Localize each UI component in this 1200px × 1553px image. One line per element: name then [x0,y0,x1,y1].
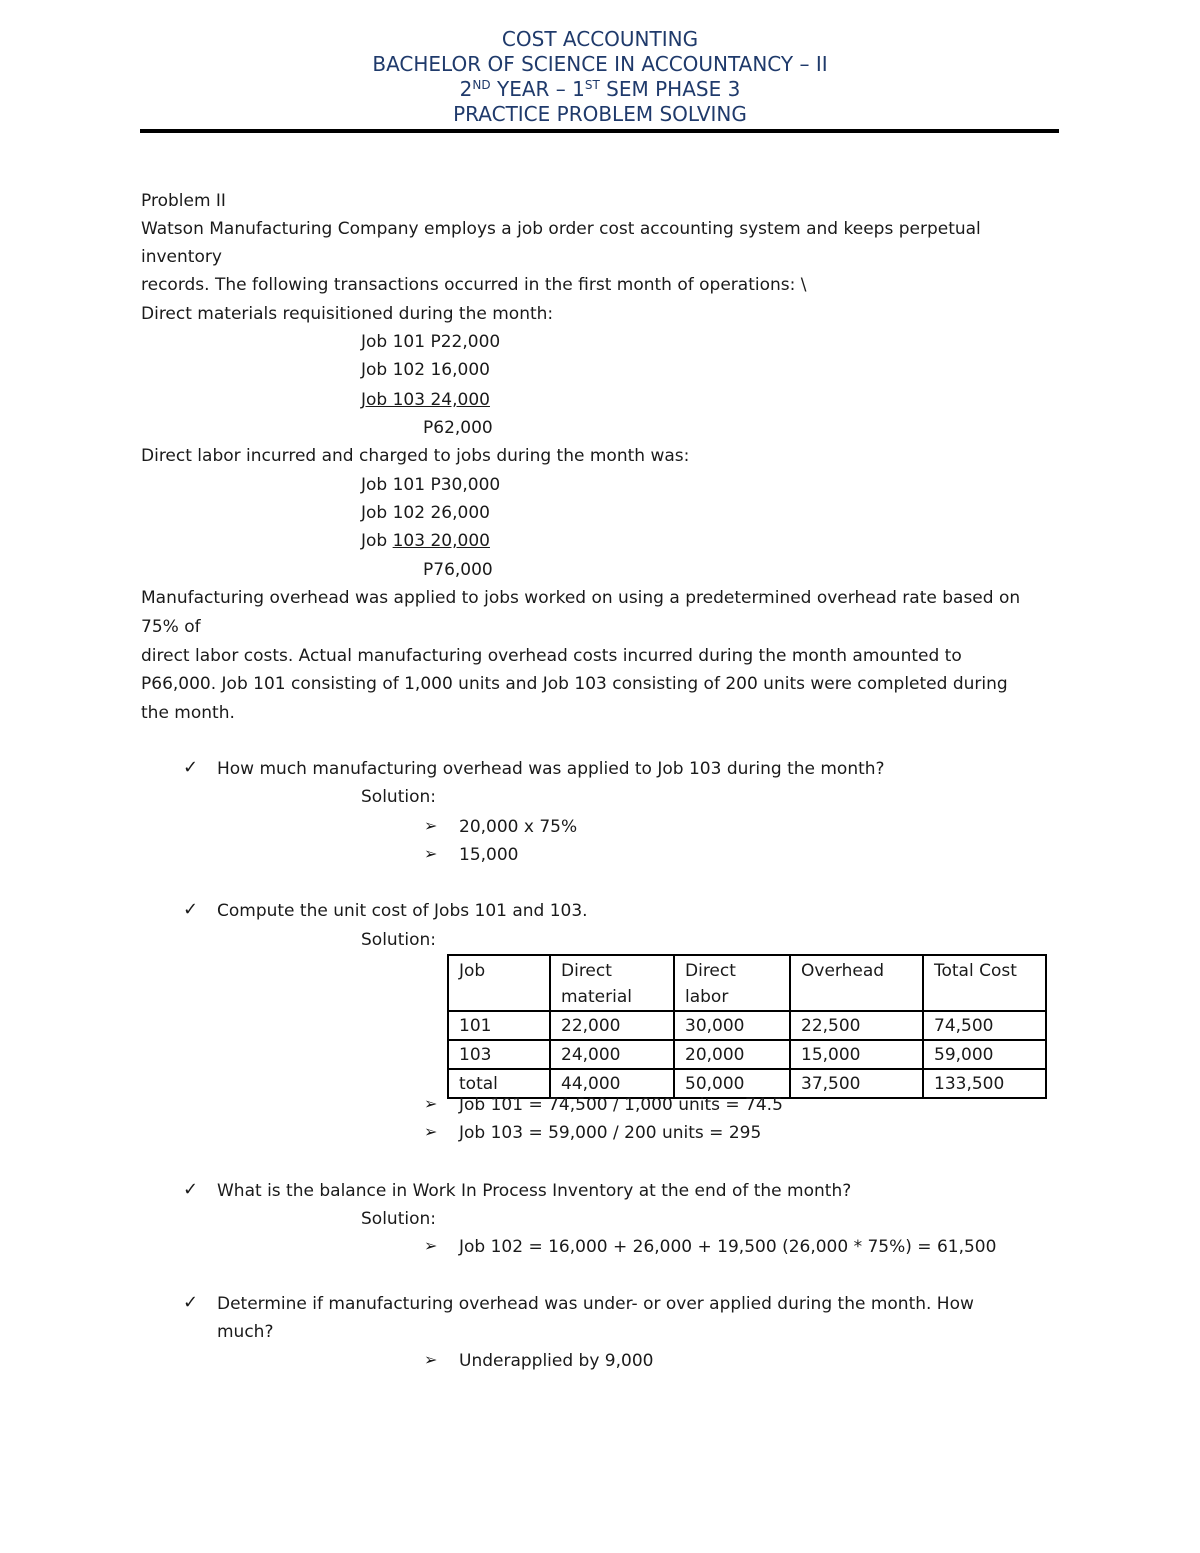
solution-label: Solution: [361,787,436,807]
answer-line: 15,000 [459,845,519,865]
check-icon: ✓ [183,899,199,920]
overhead-line-3: direct labor costs. Actual manufacturing overhead costs incurred during the month amounted to [141,646,962,666]
dl-total: P76,000 [423,560,493,580]
solution-label: Solution: [361,1209,436,1229]
question-4-line-2: much? [217,1322,274,1342]
overhead-line-1: Manufacturing overhead was applied to jobs worked on using a predetermined overhead rate based on [141,588,1021,608]
direct-labor-label: Direct labor incurred and charged to jobs during the month was: [141,446,690,466]
dl-line: Job 103 20,000 [361,531,490,551]
question-2: Compute the unit cost of Jobs 101 and 103. [217,901,588,921]
table-cell: total [448,1069,550,1098]
table-cell: 50,000 [674,1069,790,1098]
arrow-bullet-icon: ➢ [424,844,438,863]
answer-line: Job 101 = 74,500 / 1,000 units = 74.5 [459,1095,783,1115]
intro-line-3: records. The following transactions occurred in the first month of operations: \ [141,275,807,295]
header-total-cost: Total Cost [923,955,1046,1011]
table-row [448,1040,1046,1069]
header-direct-material: Direct material [550,955,674,1011]
dm-total: P62,000 [423,418,493,438]
table-cell: 103 [448,1040,550,1069]
arrow-bullet-icon: ➢ [424,1094,438,1113]
solution-label: Solution: [361,930,436,950]
dl-line: Job 102 26,000 [361,503,490,523]
table-cell: 37,500 [790,1069,923,1098]
table-cell: 15,000 [790,1040,923,1069]
arrow-bullet-icon: ➢ [424,816,438,835]
question-1: How much manufacturing overhead was applied to Job 103 during the month? [217,759,885,779]
table-cell: 59,000 [923,1040,1046,1069]
intro-line-2: inventory [141,247,222,267]
question-3: What is the balance in Work In Process Inventory at the end of the month? [217,1181,852,1201]
table-cell: 20,000 [674,1040,790,1069]
table-header-row [448,955,1046,1011]
arrow-bullet-icon: ➢ [424,1122,438,1141]
answer-line: 20,000 x 75% [459,817,578,837]
answer-line: Job 102 = 16,000 + 26,000 + 19,500 (26,000 * 75%) = 61,500 [459,1237,997,1257]
document-title: PRACTICE PROBLEM SOLVING [453,102,747,126]
course-title: COST ACCOUNTING [501,27,699,51]
table-cell: 101 [448,1011,550,1040]
header-divider [140,129,1059,133]
question-4-line-1: Determine if manufacturing overhead was under- or over applied during the month. How [217,1294,974,1314]
year-semester: 2ND YEAR – 1ST SEM PHASE 3 [459,77,741,101]
check-icon: ✓ [183,1292,199,1313]
header-job: Job [448,955,550,1011]
dm-line: Job 103 24,000 [361,390,490,410]
arrow-bullet-icon: ➢ [424,1350,438,1369]
dl-line: Job 101 P30,000 [361,475,501,495]
table-cell: 133,500 [923,1069,1046,1098]
check-icon: ✓ [183,757,199,778]
document-header [140,27,1060,127]
table-cell: 30,000 [674,1011,790,1040]
overhead-line-4: P66,000. Job 101 consisting of 1,000 units and Job 103 consisting of 200 units were completed during [141,674,1008,694]
table-row [448,1011,1046,1040]
table-row [448,1069,1046,1098]
header-direct-labor: Direct labor [674,955,790,1011]
unit-cost-table [447,954,1047,1099]
overhead-line-2: 75% of [141,617,201,637]
answer-line: Job 103 = 59,000 / 200 units = 295 [459,1123,762,1143]
direct-materials-label: Direct materials requisitioned during the month: [141,304,554,324]
answer-line: Underapplied by 9,000 [459,1351,654,1371]
arrow-bullet-icon: ➢ [424,1236,438,1255]
table-cell: 44,000 [550,1069,674,1098]
header-overhead: Overhead [790,955,923,1011]
dm-line: Job 101 P22,000 [361,332,501,352]
table-cell: 24,000 [550,1040,674,1069]
check-icon: ✓ [183,1179,199,1200]
overhead-line-5: the month. [141,703,235,723]
problem-title: Problem II [141,191,226,211]
intro-line-1: Watson Manufacturing Company employs a job order cost accounting system and keeps perpetual [141,219,981,239]
table-cell: 22,500 [790,1011,923,1040]
table-cell: 22,000 [550,1011,674,1040]
dm-line: Job 102 16,000 [361,360,490,380]
table-cell: 74,500 [923,1011,1046,1040]
program-title: BACHELOR OF SCIENCE IN ACCOUNTANCY – II [372,52,828,76]
